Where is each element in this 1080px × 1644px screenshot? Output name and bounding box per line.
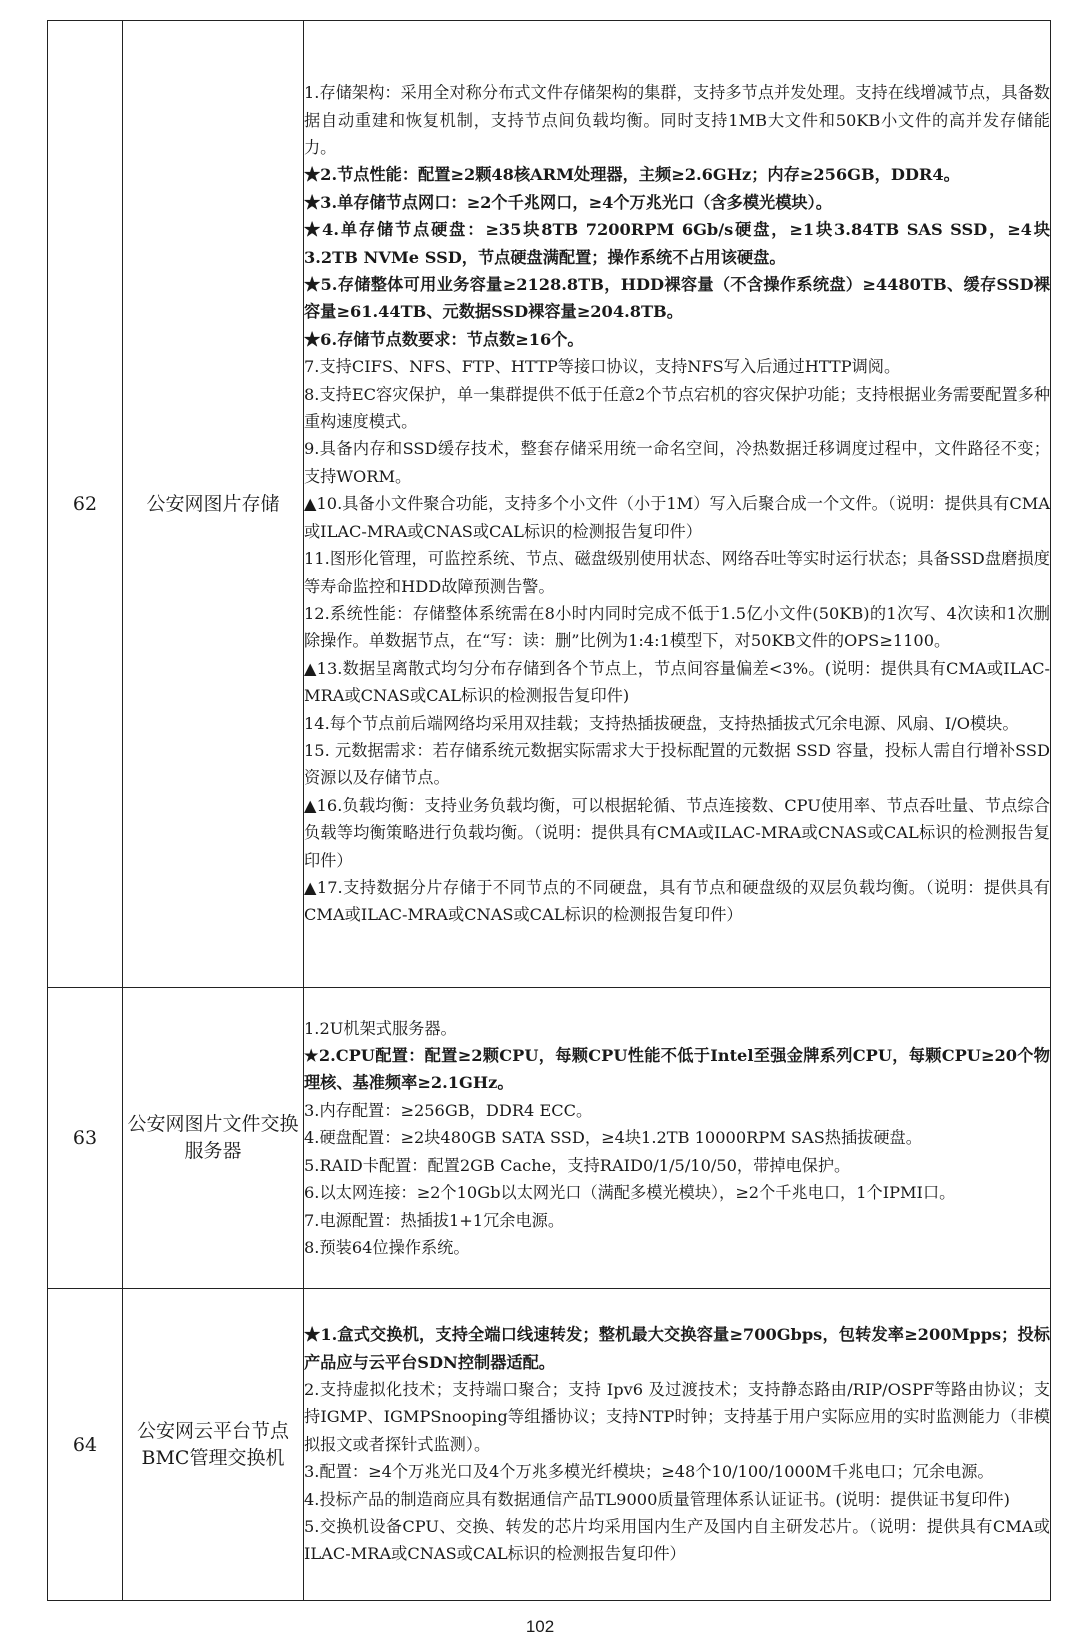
table-row bbox=[48, 1289, 1051, 1601]
spec-item: 7.支持CIFS、NFS、FTP、HTTP等接口协议，支持NFS写入后通过HTTP调阅。 bbox=[304, 357, 901, 377]
page-number: 102 bbox=[525, 1617, 555, 1636]
row-number: 62 bbox=[48, 21, 123, 988]
spec-item: ▲17.支持数据分片存储于不同节点的不同硬盘，具有节点和硬盘级的双层负载均衡。（说明：提供具有CMA或ILAC-MRA或CNAS或CAL标识的检测报告复印件） bbox=[304, 877, 1050, 925]
spec-item: 3.配置：≥4个万兆光口及4个万兆多模光纤模块；≥48个10/100/1000M千兆电口；冗余电源。 bbox=[304, 1462, 994, 1482]
spec-item: ★6.存储节点数要求：节点数≥16个。 bbox=[304, 329, 584, 349]
spec-item: ▲16.负载均衡：支持业务负载均衡，可以根据轮循、节点连接数、CPU使用率、节点吞吐量、节点综合负载等均衡策略进行负载均衡。（说明：提供具有CMA或ILAC-MRA或CNAS或CAL标识的检测报告复印件） bbox=[304, 795, 1050, 870]
spec-cell bbox=[304, 988, 1051, 1289]
spec-item: ★5.存储整体可用业务容量≥2128.8TB，HDD裸容量（不含操作系统盘）≥4480TB、缓存SSD裸容量≥61.44TB、元数据SSD裸容量≥204.8TB。 bbox=[304, 275, 1050, 322]
spec-item: 4.硬盘配置：≥2块480GB SATA SSD，≥4块1.2TB 10000RPM SAS热插拔硬盘。 bbox=[304, 1128, 922, 1148]
spec-item: 6.以太网连接：≥2个10Gb以太网光口（满配多模光模块），≥2个千兆电口，1个IPMI口。 bbox=[304, 1183, 956, 1203]
item-name: 公安网图片存储 bbox=[123, 21, 304, 988]
spec-item: 5.交换机设备CPU、交换、转发的芯片均采用国内生产及国内自主研发芯片。（说明：提供具有CMA或ILAC-MRA或CNAS或CAL标识的检测报告复印件） bbox=[304, 1517, 1050, 1564]
table-row bbox=[48, 988, 1051, 1289]
spec-item: ★4.单存储节点硬盘：≥35块8TB 7200RPM 6Gb/s硬盘，≥1块3.84TB SAS SSD，≥4块3.2TB NVMe SSD，节点硬盘满配置；操作系统不占用该硬盘。 bbox=[304, 220, 1050, 267]
spec-item: 8.预装64位操作系统。 bbox=[304, 1237, 470, 1257]
spec-item: 3.内存配置：≥256GB，DDR4 ECC。 bbox=[304, 1100, 593, 1120]
spec-cell bbox=[304, 21, 1051, 988]
spec-item: 5.RAID卡配置：配置2GB Cache，支持RAID0/1/5/10/50，带掉电保护。 bbox=[304, 1155, 851, 1175]
row-number: 63 bbox=[48, 988, 123, 1289]
item-name: 公安网图片文件交换服务器 bbox=[123, 988, 304, 1289]
spec-item: 14.每个节点前后端网络均采用双挂载；支持热插拔硬盘，支持热插拔式冗余电源、风扇、I/O模块。 bbox=[304, 713, 1019, 733]
item-name: 公安网云平台节点BMC管理交换机 bbox=[123, 1289, 304, 1601]
row-number: 64 bbox=[48, 1289, 123, 1601]
spec-item: ★2.节点性能：配置≥2颗48核ARM处理器，主频≥2.6GHz；内存≥256GB，DDR4。 bbox=[304, 165, 960, 185]
spec-item: ▲13.数据呈离散式均匀分布存储到各个节点上，节点间容量偏差<3%。(说明：提供具有CMA或ILAC-MRA或CNAS或CAL标识的检测报告复印件) bbox=[304, 658, 1050, 706]
spec-cell bbox=[304, 1289, 1051, 1601]
spec-item: 9.具备内存和SSD缓存技术，整套存储采用统一命名空间，冷热数据迁移调度过程中，文件路径不变；支持WORM。 bbox=[304, 439, 1050, 486]
spec-item: ▲10.具备小文件聚合功能，支持多个小文件（小于1M）写入后聚合成一个文件。（说明：提供具有CMA或ILAC-MRA或CNAS或CAL标识的检测报告复印件） bbox=[304, 494, 1050, 541]
spec-item: 8.支持EC容灾保护，单一集群提供不低于任意2个节点宕机的容灾保护功能；支持根据业务需要配置多种重构速度模式。 bbox=[304, 384, 1051, 432]
spec-item: 1.2U机架式服务器。 bbox=[304, 1018, 457, 1038]
table-row bbox=[48, 21, 1051, 988]
spec-item: 1.存储架构：采用全对称分布式文件存储架构的集群，支持多节点并发处理。支持在线增减节点，具备数据自动重建和恢复机制，支持节点间负载均衡。同时支持1MB大文件和50KB小文件的高并发存储能力。 bbox=[304, 83, 1050, 158]
spec-item: 11.图形化管理，可监控系统、节点、磁盘级别使用状态、网络吞吐等实时运行状态；具备SSD盘磨损度等寿命监控和HDD故障预测告警。 bbox=[304, 549, 1050, 596]
spec-item: 7.电源配置：热插拔1+1冗余电源。 bbox=[304, 1210, 565, 1230]
spec-item: ★3.单存储节点网口：≥2个千兆网口，≥4个万兆光口（含多模光模块）。 bbox=[304, 192, 832, 212]
spec-item: ★1.盒式交换机，支持全端口线速转发；整机最大交换容量≥700Gbps，包转发率≥200Mpps；投标产品应与云平台SDN控制器适配。 bbox=[304, 1325, 1050, 1372]
spec-item: 4.投标产品的制造商应具有数据通信产品TL9000质量管理体系认证证书。(说明：提供证书复印件) bbox=[304, 1489, 1010, 1509]
spec-item: 2.支持虚拟化技术；支持端口聚合；支持 Ipv6 及过渡技术；支持静态路由/RIP/OSPF等路由协议；支持IGMP、IGMPSnooping等组播协议；支持NTP时钟；支持基于用户实际应用的实时监测能力（非模拟报文或者探针式监测）。 bbox=[304, 1379, 1050, 1454]
spec-item: 12.系统性能：存储整体系统需在8小时内同时完成不低于1.5亿小文件(50KB)的1次写、4次读和1次删除操作。单数据节点，在“写：读：删”比例为1:4:1模型下，对50KB文件的OPS≥1100。 bbox=[304, 603, 1050, 651]
spec-item: ★2.CPU配置：配置≥2颗CPU，每颗CPU性能不低于Intel至强金牌系列CPU，每颗CPU≥20个物理核、基准频率≥2.1GHz。 bbox=[304, 1046, 1050, 1093]
spec-table bbox=[47, 20, 1051, 1601]
spec-item: 15. 元数据需求：若存储系统元数据实际需求大于投标配置的元数据 SSD 容量，投标人需自行增补SSD资源以及存储节点。 bbox=[304, 740, 1050, 788]
